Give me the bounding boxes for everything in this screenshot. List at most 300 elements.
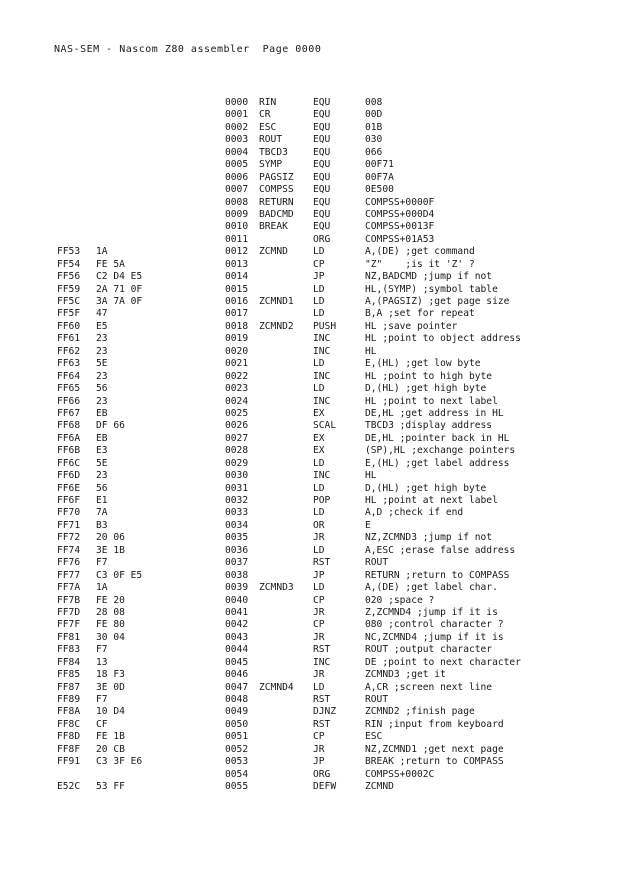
line-number-cell: 0021 [225,358,249,370]
operand-comment-cell: NZ,ZCMND1 ;get next page [365,743,504,755]
listing-row [0,271,620,283]
listing-row [0,483,620,495]
address-cell: FF72 [57,532,81,544]
line-number-cell: 0050 [225,718,249,730]
listing-row [0,172,620,184]
listing-row [0,284,620,296]
opcode-cell: LD [313,482,325,494]
object-code-cell: F7 [96,557,108,569]
opcode-cell: DJNZ [313,706,337,718]
object-code-cell: 10 D4 [96,706,125,718]
operand-comment-cell: 00F71 [365,159,394,171]
operand-comment-cell: 080 ;control character ? [365,619,504,631]
line-number-cell: 0039 [225,582,249,594]
address-cell: FF7F [57,619,81,631]
line-number-cell: 0030 [225,470,249,482]
opcode-cell: RST [313,694,331,705]
object-code-cell: FE 80 [96,619,125,631]
operand-comment-cell: HL ;point to object address [365,333,521,345]
operand-comment-cell: E,(HL) ;get label address [365,457,510,469]
address-cell: FF5F [57,308,81,320]
operand-comment-cell: HL [365,345,377,357]
operand-comment-cell: D,(HL) ;get high byte [365,383,487,395]
address-cell: FF60 [57,320,81,332]
listing-row [0,495,620,507]
opcode-cell: LD [313,283,325,295]
listing-row [0,396,620,408]
line-number-cell: 0043 [225,631,249,643]
label-cell: ZCMND [259,246,288,258]
opcode-cell: JR [313,669,325,681]
page-header: NAS-SEM - Nascom Z80 assembler Page 0000 [54,44,322,55]
opcode-cell: POP [313,495,331,506]
opcode-cell: LD [313,507,325,519]
address-cell: FF7B [57,594,81,606]
opcode-cell: JR [313,532,325,544]
listing-row [0,197,620,209]
object-code-cell: 23 [96,470,108,482]
line-number-cell: 0033 [225,507,249,519]
object-code-cell: 1A [96,582,108,594]
opcode-cell: EQU [313,146,331,158]
operand-comment-cell: A,ESC ;erase false address [365,544,516,556]
line-number-cell: 0037 [225,557,249,569]
line-number-cell: 0047 [225,681,249,693]
label-cell: ROUT [259,134,283,146]
object-code-cell: FE 1B [96,731,125,743]
object-code-cell: F7 [96,644,108,656]
listing-row [0,582,620,594]
operand-comment-cell: COMPSS+01A53 [365,233,435,245]
line-number-cell: 0012 [225,246,249,258]
operand-comment-cell: DE,HL ;pointer back in HL [365,432,510,444]
address-cell: FF56 [57,271,81,283]
listing-row [0,321,620,333]
operand-comment-cell: A,CR ;screen next line [365,681,493,693]
object-code-cell: FE 5A [96,258,125,270]
opcode-cell: LD [313,296,325,307]
listing-row [0,433,620,445]
address-cell: FF68 [57,420,81,432]
listing-row [0,147,620,159]
listing-row [0,470,620,482]
listing-row [0,234,620,246]
listing-row [0,545,620,557]
line-number-cell: 0003 [225,134,249,146]
label-cell: ZCMND3 [259,582,294,594]
line-number-cell: 0007 [225,184,249,196]
label-cell: ZCMND2 [259,320,294,332]
operand-comment-cell: COMPSS+0002C [365,768,435,780]
listing-row [0,383,620,395]
operand-comment-cell: RIN ;input from keyboard [365,718,504,730]
line-number-cell: 0028 [225,445,249,457]
object-code-cell: F7 [96,694,108,705]
line-number-cell: 0013 [225,258,249,270]
listing-row [0,557,620,569]
line-number-cell: 0010 [225,221,249,233]
address-cell: FF6E [57,482,81,494]
opcode-cell: INC [313,345,331,357]
address-cell: E52C [57,781,81,793]
operand-comment-cell: ESC [365,731,383,743]
object-code-cell: 2A 71 0F [96,283,143,295]
address-cell: FF8C [57,718,81,730]
object-code-cell: 3E 0D [96,681,125,693]
object-code-cell: C3 3F E6 [96,756,143,768]
address-cell: FF77 [57,569,81,581]
address-cell: FF8D [57,731,81,743]
object-code-cell: EB [96,432,108,444]
line-number-cell: 0053 [225,756,249,768]
listing-row [0,731,620,743]
operand-comment-cell: E,(HL) ;get low byte [365,358,481,370]
opcode-cell: INC [313,470,331,482]
operand-comment-cell: 01B [365,121,383,133]
line-number-cell: 0004 [225,146,249,158]
object-code-cell: 53 FF [96,781,125,793]
label-cell: CR [259,109,271,121]
opcode-cell: CP [313,731,325,743]
line-number-cell: 0042 [225,619,249,631]
opcode-cell: LD [313,246,325,258]
operand-comment-cell: 030 [365,134,383,146]
operand-comment-cell: NZ,BADCMD ;jump if not [365,271,493,283]
object-code-cell: 47 [96,308,108,320]
line-number-cell: 0036 [225,544,249,556]
opcode-cell: JR [313,606,325,618]
address-cell: FF5C [57,296,81,307]
operand-comment-cell: A,(DE) ;get command [365,246,475,258]
operand-comment-cell: D,(HL) ;get high byte [365,482,487,494]
opcode-cell: OR [313,519,325,531]
opcode-cell: ORG [313,233,331,245]
label-cell: BREAK [259,221,288,233]
address-cell: FF53 [57,246,81,258]
address-cell: FF63 [57,358,81,370]
listing-row [0,408,620,420]
address-cell: FF89 [57,694,81,705]
listing-row [0,333,620,345]
object-code-cell: FE 20 [96,594,125,606]
operand-comment-cell: A,(PAGSIZ) ;get page size [365,296,510,307]
listing-row [0,109,620,121]
label-cell: COMPSS [259,184,294,196]
operand-comment-cell: ZCMND [365,781,394,793]
address-cell: FF6F [57,495,81,506]
line-number-cell: 0014 [225,271,249,283]
label-cell: ZCMND4 [259,681,294,693]
line-number-cell: 0025 [225,407,249,419]
line-number-cell: 0002 [225,121,249,133]
listing-row [0,420,620,432]
object-code-cell: 18 F3 [96,669,125,681]
address-cell: FF81 [57,631,81,643]
listing-row [0,159,620,171]
opcode-cell: EQU [313,134,331,146]
listing-row [0,221,620,233]
opcode-cell: EX [313,445,325,457]
operand-comment-cell: Z,ZCMND4 ;jump if it is [365,606,498,618]
label-cell: RETURN [259,196,294,208]
operand-comment-cell: HL ;save pointer [365,320,458,332]
operand-comment-cell: "Z" ;is it 'Z' ? [365,258,475,270]
opcode-cell: EQU [313,109,331,121]
line-number-cell: 0052 [225,743,249,755]
object-code-cell: 20 CB [96,743,125,755]
object-code-cell: E1 [96,495,108,506]
opcode-cell: INC [313,395,331,407]
listing-row [0,744,620,756]
object-code-cell: CF [96,718,108,730]
operand-comment-cell: COMPSS+0013F [365,221,435,233]
line-number-cell: 0040 [225,594,249,606]
operand-comment-cell: TBCD3 ;display address [365,420,493,432]
address-cell: FF59 [57,283,81,295]
line-number-cell: 0009 [225,208,249,220]
line-number-cell: 0041 [225,606,249,618]
address-cell: FF74 [57,544,81,556]
line-number-cell: 0049 [225,706,249,718]
listing-row [0,532,620,544]
operand-comment-cell: NC,ZCMND4 ;jump if it is [365,631,504,643]
opcode-cell: EX [313,407,325,419]
listing-row [0,134,620,146]
operand-comment-cell: 008 [365,97,383,108]
opcode-cell: JP [313,569,325,581]
address-cell: FF7D [57,606,81,618]
label-cell: TBCD3 [259,146,288,158]
address-cell: FF67 [57,407,81,419]
operand-comment-cell: HL [365,470,377,482]
object-code-cell: 23 [96,370,108,382]
address-cell: FF66 [57,395,81,407]
operand-comment-cell: HL ;point at next label [365,495,498,506]
opcode-cell: ORG [313,768,331,780]
address-cell: FF71 [57,519,81,531]
object-code-cell: 23 [96,333,108,345]
listing-row [0,669,620,681]
object-code-cell: C2 D4 E5 [96,271,143,283]
object-code-cell: 3A 7A 0F [96,296,143,307]
listing-row [0,694,620,706]
object-code-cell: E5 [96,320,108,332]
opcode-cell: JP [313,756,325,768]
line-number-cell: 0048 [225,694,249,705]
operand-comment-cell: ROUT [365,694,389,705]
operand-comment-cell: NZ,ZCMND3 ;jump if not [365,532,493,544]
listing-row [0,296,620,308]
opcode-cell: JR [313,743,325,755]
line-number-cell: 0055 [225,781,249,793]
listing-row [0,445,620,457]
operand-comment-cell: DE ;point to next character [365,656,521,668]
opcode-cell: EX [313,432,325,444]
listing-row [0,184,620,196]
line-number-cell: 0006 [225,171,249,183]
assembly-listing [0,97,620,794]
line-number-cell: 0011 [225,233,249,245]
address-cell: FF85 [57,669,81,681]
opcode-cell: RST [313,557,331,569]
object-code-cell: B3 [96,519,108,531]
listing-row [0,507,620,519]
object-code-cell: 23 [96,395,108,407]
object-code-cell: DF 66 [96,420,125,432]
object-code-cell: 56 [96,383,108,395]
line-number-cell: 0034 [225,519,249,531]
operand-comment-cell: COMPSS+0000F [365,196,435,208]
opcode-cell: EQU [313,196,331,208]
opcode-cell: LD [313,358,325,370]
operand-comment-cell: 0E500 [365,184,394,196]
listing-row [0,657,620,669]
address-cell: FF91 [57,756,81,768]
line-number-cell: 0023 [225,383,249,395]
listing-row [0,719,620,731]
object-code-cell: 13 [96,656,108,668]
object-code-cell: 20 06 [96,532,125,544]
address-cell: FF6C [57,457,81,469]
address-cell: FF8A [57,706,81,718]
opcode-cell: EQU [313,171,331,183]
listing-row [0,246,620,258]
object-code-cell: 56 [96,482,108,494]
address-cell: FF8F [57,743,81,755]
operand-comment-cell: ZCMND3 ;get it [365,669,446,681]
address-cell: FF62 [57,345,81,357]
opcode-cell: SCAL [313,420,337,432]
listing-row [0,308,620,320]
object-code-cell: 28 08 [96,606,125,618]
line-number-cell: 0019 [225,333,249,345]
listing-row [0,632,620,644]
opcode-cell: EQU [313,221,331,233]
opcode-cell: JP [313,271,325,283]
opcode-cell: EQU [313,184,331,196]
operand-comment-cell: BREAK ;return to COMPASS [365,756,504,768]
address-cell: FF54 [57,258,81,270]
listing-row [0,209,620,221]
label-cell: RIN [259,97,277,108]
operand-comment-cell: ROUT ;output character [365,644,493,656]
line-number-cell: 0000 [225,97,249,108]
operand-comment-cell: B,A ;set for repeat [365,308,475,320]
line-number-cell: 0035 [225,532,249,544]
opcode-cell: LD [313,544,325,556]
line-number-cell: 0032 [225,495,249,506]
listing-row [0,706,620,718]
line-number-cell: 0015 [225,283,249,295]
operand-comment-cell: 00F7A [365,171,394,183]
operand-comment-cell: 020 ;space ? [365,594,435,606]
operand-comment-cell: RETURN ;return to COMPASS [365,569,510,581]
address-cell: FF7A [57,582,81,594]
listing-row [0,781,620,793]
opcode-cell: CP [313,258,325,270]
object-code-cell: E3 [96,445,108,457]
opcode-cell: PUSH [313,320,337,332]
object-code-cell: C3 0F E5 [96,569,143,581]
line-number-cell: 0029 [225,457,249,469]
operand-comment-cell: ROUT [365,557,389,569]
line-number-cell: 0027 [225,432,249,444]
listing-row [0,619,620,631]
operand-comment-cell: HL,(SYMP) ;symbol table [365,283,498,295]
object-code-cell: 1A [96,246,108,258]
line-number-cell: 0008 [225,196,249,208]
address-cell: FF70 [57,507,81,519]
operand-comment-cell: HL ;point to next label [365,395,498,407]
object-code-cell: 5E [96,457,108,469]
line-number-cell: 0016 [225,296,249,307]
opcode-cell: INC [313,656,331,668]
address-cell: FF84 [57,656,81,668]
object-code-cell: 3E 1B [96,544,125,556]
opcode-cell: LD [313,308,325,320]
listing-row [0,595,620,607]
operand-comment-cell: E [365,519,371,531]
operand-comment-cell: HL ;point to high byte [365,370,493,382]
listing-row [0,756,620,768]
listing-row [0,346,620,358]
opcode-cell: LD [313,457,325,469]
operand-comment-cell: 066 [365,146,383,158]
line-number-cell: 0046 [225,669,249,681]
opcode-cell: INC [313,333,331,345]
label-cell: SYMP [259,159,283,171]
listing-row [0,570,620,582]
operand-comment-cell: A,D ;check if end [365,507,464,519]
address-cell: FF87 [57,681,81,693]
address-cell: FF6B [57,445,81,457]
address-cell: FF61 [57,333,81,345]
object-code-cell: 30 04 [96,631,125,643]
line-number-cell: 0045 [225,656,249,668]
line-number-cell: 0001 [225,109,249,121]
line-number-cell: 0022 [225,370,249,382]
opcode-cell: JR [313,631,325,643]
address-cell: FF64 [57,370,81,382]
opcode-cell: EQU [313,159,331,171]
listing-row [0,259,620,271]
operand-comment-cell: A,(DE) ;get label char. [365,582,498,594]
listing-row [0,358,620,370]
listing-row [0,520,620,532]
address-cell: FF65 [57,383,81,395]
label-cell: PAGSIZ [259,171,294,183]
address-cell: FF6D [57,470,81,482]
listing-row [0,644,620,656]
line-number-cell: 0017 [225,308,249,320]
operand-comment-cell: (SP),HL ;exchange pointers [365,445,516,457]
opcode-cell: LD [313,582,325,594]
opcode-cell: RST [313,644,331,656]
listing-row [0,769,620,781]
opcode-cell: CP [313,619,325,631]
line-number-cell: 0044 [225,644,249,656]
listing-row [0,371,620,383]
listing-row [0,458,620,470]
listing-row [0,122,620,134]
opcode-cell: LD [313,681,325,693]
operand-comment-cell: ZCMND2 ;finish page [365,706,475,718]
listing-row [0,97,620,109]
operand-comment-cell: COMPSS+000D4 [365,208,435,220]
object-code-cell: EB [96,407,108,419]
listing-row [0,607,620,619]
listing-row [0,682,620,694]
